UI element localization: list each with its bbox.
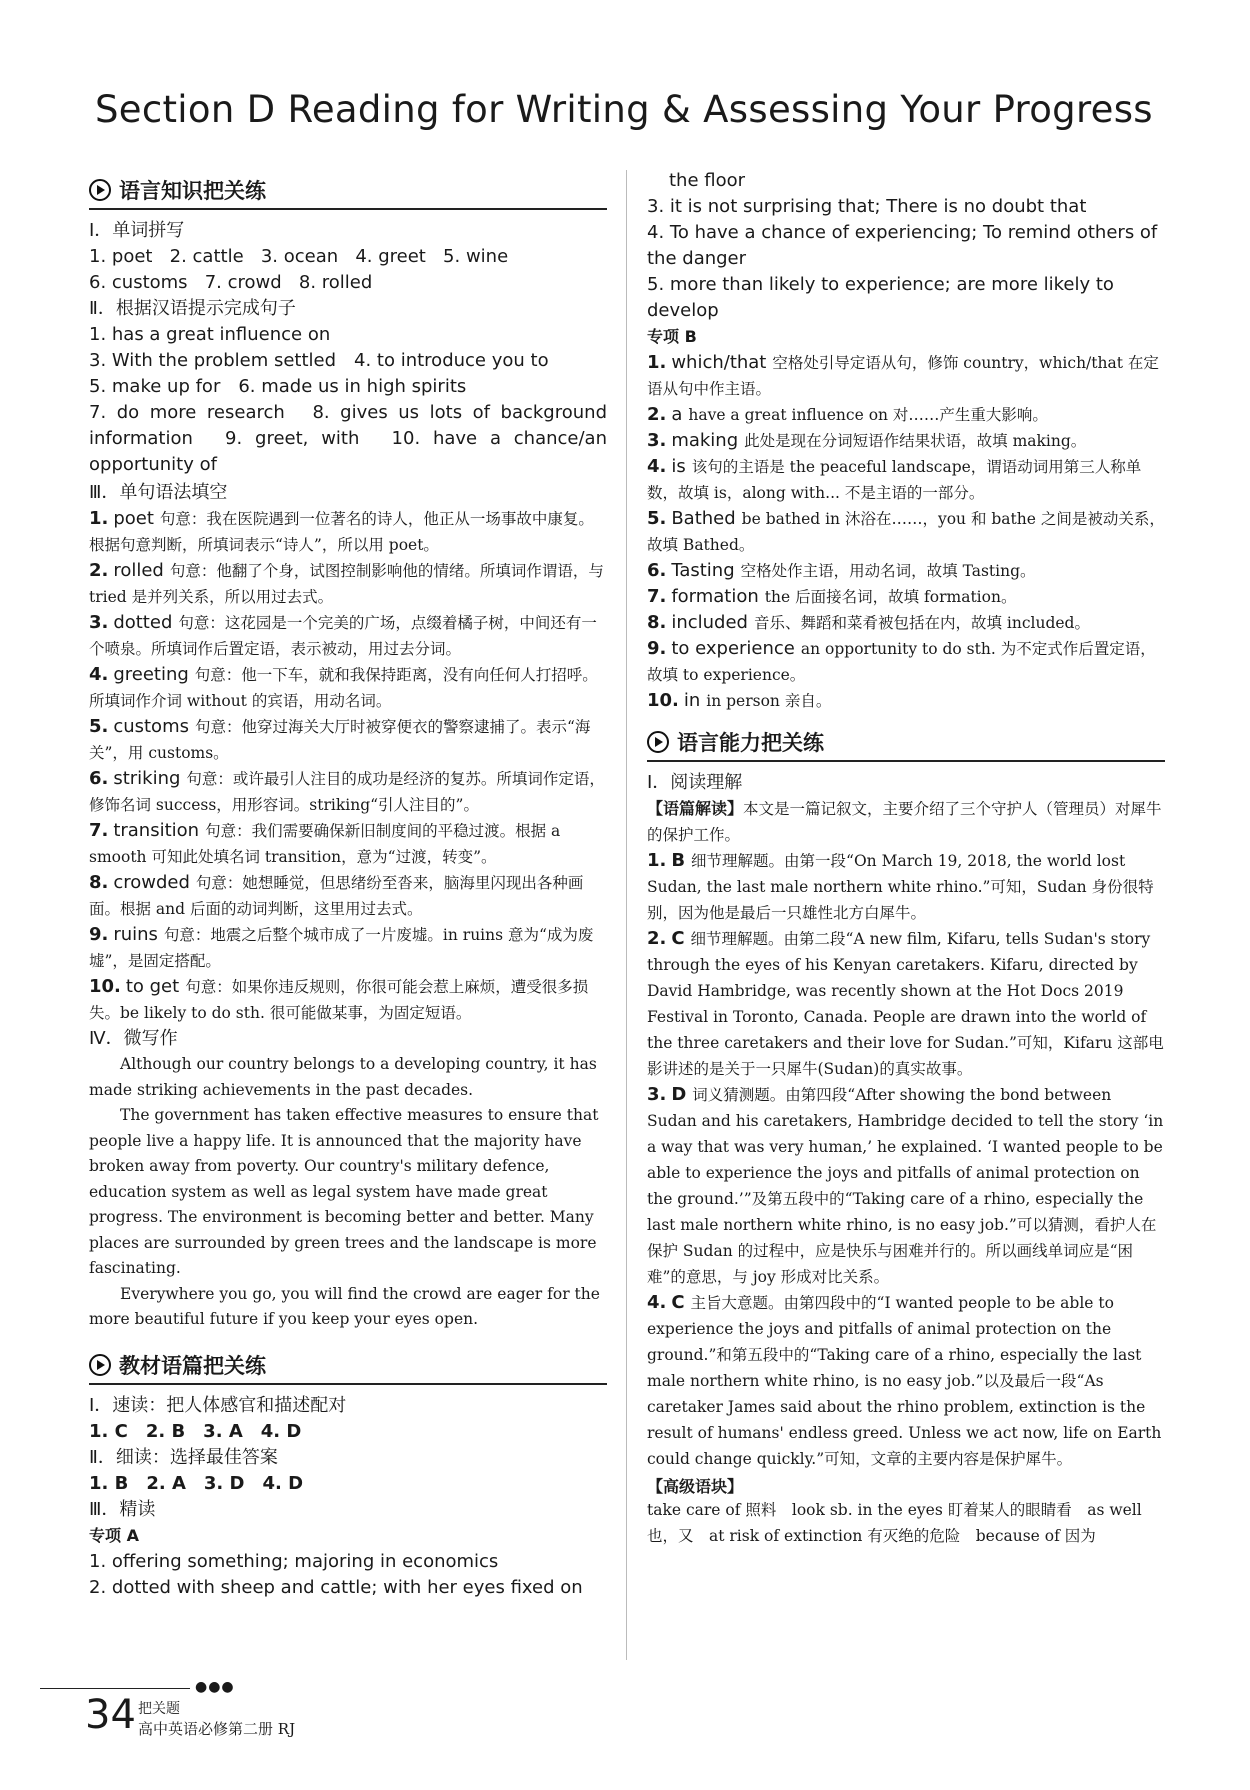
part2-heading: Ⅱ．根据汉语提示完成句子 — [89, 298, 296, 319]
answer-item: 2. cattle — [169, 246, 244, 267]
arrow-circle-icon — [89, 1354, 111, 1376]
right-column — [647, 168, 1165, 1549]
grammar-item: 5. customs 句意：他穿过海关大厅时被穿便衣的警察逮捕了。表示“海关”，用 customs。 — [89, 716, 591, 762]
special-b-item: 7. formation the 后面接名词，故填 formation。 — [647, 586, 1017, 607]
special-a-label: 专项 A — [89, 1525, 139, 1545]
grammar-item: 9. ruins 句意：地震之后整个城市成了一片废墟。in ruins 意为“成为废墟”，是固定搭配。 — [89, 924, 594, 970]
column-divider — [626, 170, 627, 1660]
special-b-item: 4. is 该句的主语是 the peaceful landscape，谓语动词用第三人称单数，故填 is，along with... 不是主语的一部分。 — [647, 456, 1142, 502]
part2-line: 5. make up for 6. made us in high spirits — [89, 376, 467, 397]
section-banner-language-knowledge — [89, 172, 607, 210]
part4-heading: Ⅳ．微写作 — [89, 1028, 178, 1049]
part1-heading: Ⅰ．单词拼写 — [89, 220, 185, 241]
reading-item: 2. C 细节理解题。由第二段“A new film, Kifaru, tells Sudan's story through the eyes of his Kenyan caretakers. Kifaru, directed by David Hambridge, was recently shown at the Hot Docs 2019 Festival in Toronto, Canada. People are drawn into the world of the three caretakers and their love for Sudan.”可知，Kifaru 这部电影讲述的是关于一只犀牛(Sudan)的真实故事。 — [647, 928, 1164, 1078]
left-column — [89, 166, 607, 1601]
footer-rule — [40, 1688, 190, 1689]
special-b-label: 专项 B — [647, 327, 697, 346]
answer-item: 1. poet — [89, 246, 153, 267]
detail-read-heading: Ⅱ．细读：选择最佳答案 — [89, 1446, 278, 1468]
writing-paragraph: Although our country belongs to a developing country, it has made striking achievements in the past decades. — [89, 1055, 597, 1099]
special-b-item: 5. Bathed be bathed in 沐浴在……，you 和 bathe 之间是被动关系，故填 Bathed。 — [647, 508, 1165, 554]
footer-brand: 把关题 — [138, 1701, 180, 1717]
banner-title: 语言能力把关练 — [677, 731, 824, 755]
reading-heading: Ⅰ．阅读理解 — [647, 772, 743, 793]
grammar-item: 10. to get 句意：如果你违反规则，你很可能会惹上麻烦，遭受很多损失。be likely to do sth. 很可能做某事，为固定短语。 — [89, 976, 589, 1022]
special-b-item: 3. making 此处是现在分词短语作结果状语，故填 making。 — [647, 430, 1087, 451]
quick-read-answers: 1. C 2. B 3. A 4. D — [89, 1420, 302, 1442]
footer-book-title: 高中英语必修第二册 RJ — [138, 1720, 296, 1738]
special-b-item: 9. to experience an opportunity to do sth. 为不定式作后置定语，故填 to experience。 — [647, 638, 1156, 684]
part2-line: 1. has a great influence on — [89, 324, 331, 345]
continued-line: 4. To have a chance of experiencing; To remind others of the danger — [647, 222, 1158, 269]
detail-read-answers: 1. B 2. A 3. D 4. D — [89, 1472, 304, 1494]
advanced-chunks-label: 【高级语块】 — [647, 1477, 744, 1496]
part2-line: 7. do more research 8. gives us lots of background information 9. greet, with 10. have a chance/an opportunity of — [89, 402, 607, 475]
answer-item: 3. ocean — [260, 246, 339, 267]
reading-item: 1. B 细节理解题。由第一段“On March 19, 2018, the world lost Sudan, the last male northern white rhino.”可知，Sudan 身份很特别，因为他是最后一只雄性北方白犀牛。 — [647, 850, 1154, 922]
grammar-item: 6. striking 句意：或许最引人注目的成功是经济的复苏。所填词作定语，修饰名词 success，用形容词。striking“引人注目的”。 — [89, 768, 605, 814]
writing-paragraph: The government has taken effective measures to ensure that people live a happy life. It is announced that the majority have broken away from poverty. Our country's military defence, education system as well as legal system have made great progress. The environment is becoming better and better. Many places are surrounded by green trees and the landscape is more fascinating. — [89, 1106, 599, 1277]
grammar-item: 8. crowded 句意：她想睡觉，但思绪纷至沓来，脑海里闪现出各种画面。根据 and 后面的动词判断，这里用过去式。 — [89, 872, 584, 918]
special-b-item: 1. which/that 空格处引导定语从句，修饰 country，which/that 在定语从句中作主语。 — [647, 352, 1159, 398]
page-title: Section D Reading for Writing & Assessing Your Progress — [95, 88, 1153, 131]
answer-item: 7. crowd — [204, 272, 282, 293]
close-read-heading: Ⅲ．精读 — [89, 1498, 156, 1520]
passage-analysis: 【语篇解读】本文是一篇记叙文，主要介绍了三个守护人（管理员）对犀牛的保护工作。 — [647, 799, 1162, 844]
part2-line: 3. With the problem settled 4. to introduce you to — [89, 350, 549, 371]
writing-paragraph: Everywhere you go, you will find the crowd are eager for the more beautiful future if you keep your eyes open. — [89, 1284, 600, 1328]
answer-item: 6. customs — [89, 272, 188, 293]
special-a-line: 1. offering something; majoring in economics — [89, 1550, 499, 1572]
grammar-item: 3. dotted 句意：这花园是一个完美的广场，点缀着橘子树，中间还有一个喷泉。所填词作后置定语，表示被动，用过去分词。 — [89, 612, 597, 658]
reading-item: 3. D 词义猜测题。由第四段“After showing the bond between Sudan and his caretakers, Hambridge decided to tell the story ‘in a way that was very human,’ he explained. ‘I wanted people to be able to experience the joys and pitfalls of animal protection on the ground.’”及第五段中的“Taking care of a rhino, especially the last male northern white rhino, is no easy job.”可以猜测，看护人在保护 Sudan 的过程中，应是快乐与困难并行的。所以画线单词应是“困难”的意思，与 joy 形成对比关系。 — [647, 1084, 1164, 1286]
section-banner-textbook — [89, 1347, 607, 1385]
grammar-item: 4. greeting 句意：他一下车，就和我保持距离，没有向任何人打招呼。所填词作介词 without 的宾语，用动名词。 — [89, 664, 598, 710]
footer-dots: ●●● — [195, 1679, 235, 1695]
quick-read-heading: Ⅰ．速读：把人体感官和描述配对 — [89, 1394, 347, 1416]
continued-line: the floor — [669, 170, 746, 191]
answer-item: 4. greet — [355, 246, 426, 267]
answer-item: 8. rolled — [298, 272, 373, 293]
special-b-item: 2. a have a great influence on 对……产生重大影响。 — [647, 404, 1048, 425]
grammar-item: 2. rolled 句意：他翻了个身，试图控制影响他的情绪。所填词作谓语，与 tried 是并列关系，所以用过去式。 — [89, 560, 604, 606]
arrow-circle-icon — [89, 179, 111, 201]
advanced-chunks-text: take care of 照料 look sb. in the eyes 盯着某人的眼睛看 as well 也，又 at risk of extinction 有灭绝的危险 because of 因为 — [647, 1501, 1142, 1545]
reading-item: 4. C 主旨大意题。由第四段中的“I wanted people to be able to experience the joys and pitfalls of animal protection on the ground.”和第五段中的“Taking care of a rhino, especially the last male northern white rhino, is no easy job.”以及最后一段“As caretaker James said about the rhino problem, extinction is the result of humans' endless greed. Unless we act now, life on Earth could change quickly.”可知，文章的主要内容是保护犀牛。 — [647, 1292, 1162, 1468]
special-b-item: 10. in in person 亲自。 — [647, 690, 832, 711]
part1-line1 — [89, 244, 607, 270]
banner-title: 教材语篇把关练 — [119, 1353, 266, 1378]
page-number: 34 — [85, 1692, 136, 1738]
part1-line2 — [89, 270, 607, 296]
answer-item: 5. wine — [443, 246, 509, 267]
special-b-item: 8. included 音乐、舞蹈和菜肴被包括在内，故填 included。 — [647, 612, 1090, 633]
arrow-circle-icon — [647, 731, 669, 753]
grammar-item: 7. transition 句意：我们需要确保新旧制度间的平稳过渡。根据 a smooth 可知此处填名词 transition，意为“过渡，转变”。 — [89, 820, 561, 866]
grammar-item: 1. poet 句意：我在医院遇到一位著名的诗人，他正从一场事故中康复。根据句意判断，所填词表示“诗人”，所以用 poet。 — [89, 508, 594, 554]
section-banner-language-ability — [647, 724, 1165, 762]
banner-title: 语言知识把关练 — [119, 179, 266, 203]
special-a-line: 2. dotted with sheep and cattle; with her eyes fixed on — [89, 1576, 583, 1598]
part3-heading: Ⅲ．单句语法填空 — [89, 482, 228, 503]
continued-line: 5. more than likely to experience; are more likely to develop — [647, 274, 1114, 321]
continued-line: 3. it is not surprising that; There is no doubt that — [647, 196, 1087, 217]
special-b-item: 6. Tasting 空格处作主语，用动名词，故填 Tasting。 — [647, 560, 1036, 581]
